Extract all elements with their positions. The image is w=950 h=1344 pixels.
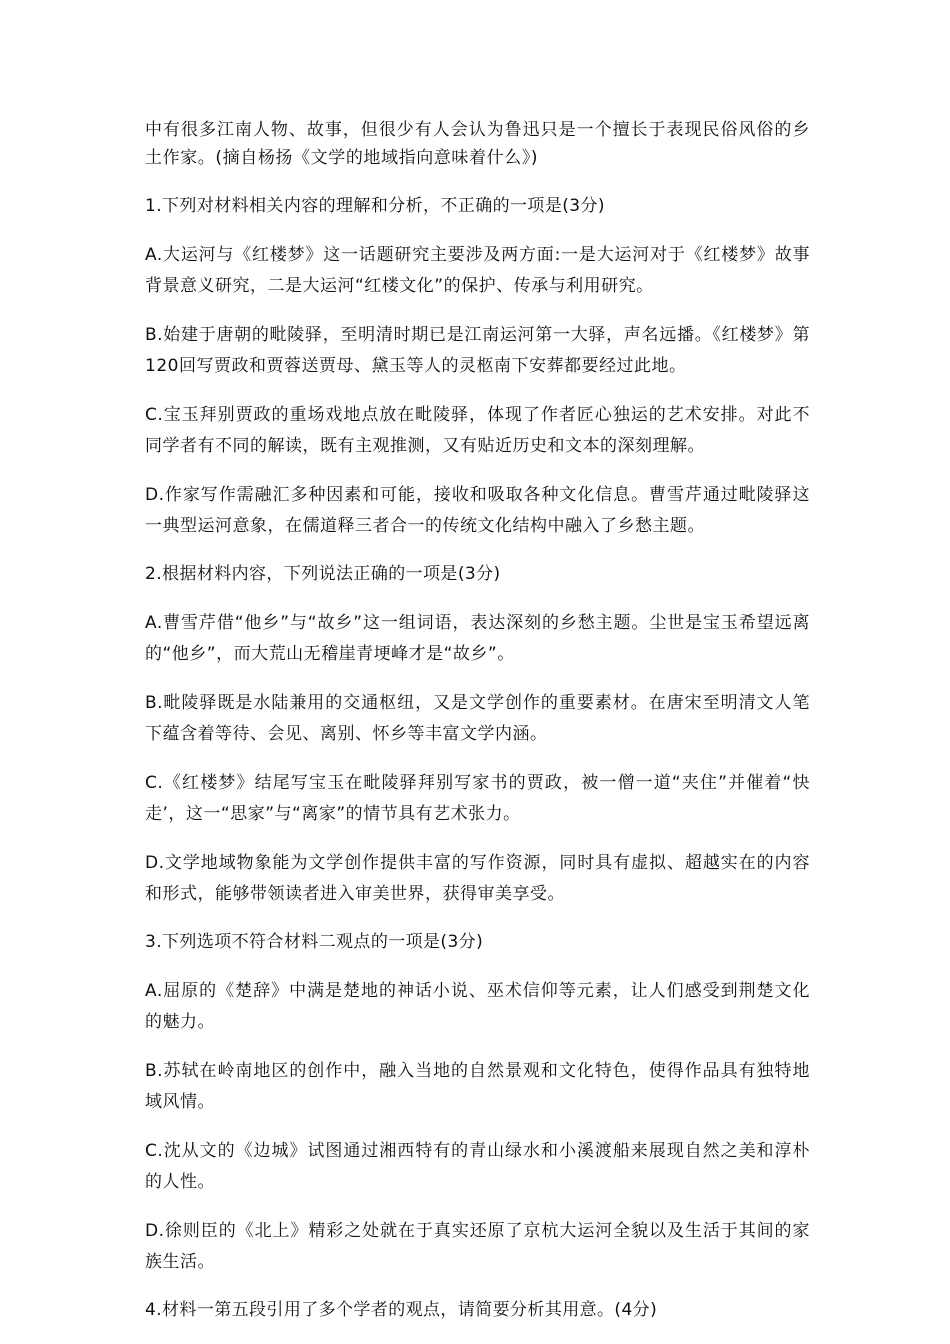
question-2-option-b: B.毗陵驿既是水陆兼用的交通枢纽，又是文学创作的重要素材。在唐宋至明清文人笔下蕴含着等待、会见、离别、怀乡等丰富文学内涵。 bbox=[145, 693, 810, 744]
question-2-stem: 2.根据材料内容，下列说法正确的一项是(3分) bbox=[145, 564, 501, 584]
intro-paragraph: 中有很多江南人物、故事，但很少有人会认为鲁迅只是一个擅长于表现民俗风俗的乡土作家。(摘自杨扬《文学的地域指向意味着什么》) bbox=[145, 120, 810, 168]
question-3-option-b: B.苏轼在岭南地区的创作中，融入当地的自然景观和文化特色，使得作品具有独特地域风情。 bbox=[145, 1061, 810, 1112]
question-3-option-c: C.沈从文的《边城》试图通过湘西特有的青山绿水和小溪渡船来展现自然之美和淳朴的人性。 bbox=[145, 1141, 810, 1192]
question-1-option-d: D.作家写作需融汇多种因素和可能，接收和吸取各种文化信息。曹雪芹通过毗陵驿这一典型运河意象，在儒道释三者合一的传统文化结构中融入了乡愁主题。 bbox=[145, 485, 810, 536]
question-2-option-a: A.曹雪芹借“他乡”与“故乡”这一组词语，表达深刻的乡愁主题。尘世是宝玉希望远离的“他乡”，而大荒山无稽崖青埂峰才是“故乡”。 bbox=[145, 613, 810, 664]
question-2-option-c: C.《红楼梦》结尾写宝玉在毗陵驿拜别写家书的贾政，被一僧一道“夹住”并催着“快走’，这一“思家”与“离家”的情节具有艺术张力。 bbox=[145, 773, 810, 824]
question-4-stem: 4.材料一第五段引用了多个学者的观点，请简要分析其用意。(4分) bbox=[145, 1300, 658, 1320]
question-1-option-c: C.宝玉拜别贾政的重场戏地点放在毗陵驿，体现了作者匠心独运的艺术安排。对此不同学者有不同的解读，既有主观推测，又有贴近历史和文本的深刻理解。 bbox=[145, 405, 810, 456]
question-3-stem: 3.下列选项不符合材料二观点的一项是(3分) bbox=[145, 932, 484, 952]
question-1-option-b: B.始建于唐朝的毗陵驿，至明清时期已是江南运河第一大驿，声名远播。《红楼梦》第120回写贾政和贾蓉送贾母、黛玉等人的灵柩南下安葬都要经过此地。 bbox=[145, 325, 810, 376]
question-3-option-d: D.徐则臣的《北上》精彩之处就在于真实还原了京杭大运河全貌以及生活于其间的家族生活。 bbox=[145, 1221, 810, 1272]
document-page bbox=[145, 116, 810, 1344]
question-3-option-a: A.屈原的《楚辞》中满是楚地的神话小说、巫术信仰等元素，让人们感受到荆楚文化的魅力。 bbox=[145, 981, 810, 1032]
question-1-option-a: A.大运河与《红楼梦》这一话题研究主要涉及两方面:一是大运河对于《红楼梦》故事背景意义研究，二是大运河“红楼文化”的保护、传承与利用研究。 bbox=[145, 245, 810, 296]
question-1-stem: 1.下列对材料相关内容的理解和分析，不正确的一项是(3分) bbox=[145, 196, 605, 216]
question-2-option-d: D.文学地域物象能为文学创作提供丰富的写作资源，同时具有虚拟、超越实在的内容和形式，能够带领读者进入审美世界，获得审美享受。 bbox=[145, 853, 810, 904]
